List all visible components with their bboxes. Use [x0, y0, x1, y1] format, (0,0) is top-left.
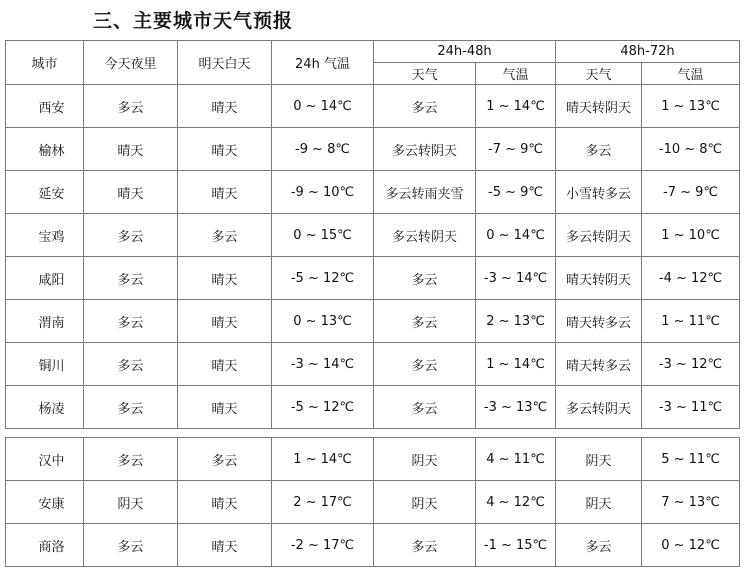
weather-72-cell: 小雪转多云 [556, 171, 642, 214]
city-cell: 宝鸡 [6, 214, 84, 257]
temp-48-cell: 1 ~ 14℃ [476, 343, 556, 386]
city-cell: 商洛 [6, 524, 84, 567]
weather-48-cell: 多云 [374, 524, 476, 567]
temp-72-cell: -7 ~ 9℃ [642, 171, 740, 214]
weather-48-cell: 多云 [374, 85, 476, 128]
tomorrow-cell: 晴天 [178, 128, 272, 171]
group-separator [6, 429, 740, 438]
temp-72-cell: 1 ~ 11℃ [642, 300, 740, 343]
temp-48-cell: -1 ~ 15℃ [476, 524, 556, 567]
header-city: 城市 [6, 41, 84, 85]
tomorrow-cell: 晴天 [178, 257, 272, 300]
tonight-cell: 多云 [84, 524, 178, 567]
header-temp-48: 气温 [476, 63, 556, 85]
tonight-cell: 多云 [84, 343, 178, 386]
temp-48-cell: -5 ~ 9℃ [476, 171, 556, 214]
temp-24h-cell: -2 ~ 17℃ [272, 524, 374, 567]
temp-72-cell: -10 ~ 8℃ [642, 128, 740, 171]
temp-48-cell: 1 ~ 14℃ [476, 85, 556, 128]
weather-72-cell: 多云 [556, 524, 642, 567]
temp-24h-cell: 2 ~ 17℃ [272, 481, 374, 524]
temp-72-cell: 1 ~ 13℃ [642, 85, 740, 128]
temp-24h-cell: -5 ~ 12℃ [272, 257, 374, 300]
weather-72-cell: 多云 [556, 128, 642, 171]
city-cell: 延安 [6, 171, 84, 214]
header-span-48-72: 48h-72h [556, 41, 740, 63]
header-weather-48: 天气 [374, 63, 476, 85]
city-cell: 汉中 [6, 438, 84, 481]
temp-72-cell: -3 ~ 12℃ [642, 343, 740, 386]
tonight-cell: 多云 [84, 300, 178, 343]
temp-24h-cell: 1 ~ 14℃ [272, 438, 374, 481]
weather-48-cell: 多云 [374, 386, 476, 429]
tonight-cell: 晴天 [84, 128, 178, 171]
temp-24h-cell: 0 ~ 13℃ [272, 300, 374, 343]
city-cell: 杨凌 [6, 386, 84, 429]
weather-48-cell: 多云 [374, 343, 476, 386]
weather-72-cell: 多云转阴天 [556, 386, 642, 429]
city-cell: 西安 [6, 85, 84, 128]
weather-72-cell: 晴天转阴天 [556, 257, 642, 300]
tomorrow-cell: 晴天 [178, 171, 272, 214]
city-cell: 铜川 [6, 343, 84, 386]
temp-48-cell: -3 ~ 13℃ [476, 386, 556, 429]
tomorrow-cell: 晴天 [178, 386, 272, 429]
table-row [6, 481, 740, 524]
temp-48-cell: -3 ~ 14℃ [476, 257, 556, 300]
tonight-cell: 多云 [84, 257, 178, 300]
city-cell: 榆林 [6, 128, 84, 171]
separator-cell [6, 429, 740, 438]
page-title: 三、主要城市天气预报 [93, 10, 294, 32]
temp-24h-cell: -9 ~ 8℃ [272, 128, 374, 171]
header-temp-24h: 24h 气温 [272, 41, 374, 85]
temp-72-cell: 1 ~ 10℃ [642, 214, 740, 257]
table-row [6, 300, 740, 343]
table-row [6, 257, 740, 300]
city-cell: 渭南 [6, 300, 84, 343]
tonight-cell: 多云 [84, 85, 178, 128]
temp-24h-cell: 0 ~ 14℃ [272, 85, 374, 128]
tomorrow-cell: 晴天 [178, 343, 272, 386]
temp-24h-cell: -5 ~ 12℃ [272, 386, 374, 429]
temp-24h-cell: -9 ~ 10℃ [272, 171, 374, 214]
table-row [6, 171, 740, 214]
tomorrow-cell: 晴天 [178, 85, 272, 128]
tonight-cell: 阴天 [84, 481, 178, 524]
table-row [6, 386, 740, 429]
weather-72-cell: 晴天转阴天 [556, 85, 642, 128]
tomorrow-cell: 晴天 [178, 524, 272, 567]
temp-72-cell: 0 ~ 12℃ [642, 524, 740, 567]
header-temp-72: 气温 [642, 63, 740, 85]
temp-48-cell: 4 ~ 12℃ [476, 481, 556, 524]
weather-48-cell: 多云转雨夹雪 [374, 171, 476, 214]
temp-24h-cell: -3 ~ 14℃ [272, 343, 374, 386]
tomorrow-cell: 多云 [178, 214, 272, 257]
weather-48-cell: 多云转阴天 [374, 214, 476, 257]
table-row [6, 438, 740, 481]
weather-48-cell: 多云 [374, 300, 476, 343]
table-row [6, 524, 740, 567]
weather-72-cell: 多云转阴天 [556, 214, 642, 257]
tomorrow-cell: 晴天 [178, 481, 272, 524]
weather-72-cell: 晴天转多云 [556, 300, 642, 343]
weather-48-cell: 多云转阴天 [374, 128, 476, 171]
weather-48-cell: 阴天 [374, 438, 476, 481]
temp-72-cell: 7 ~ 13℃ [642, 481, 740, 524]
table-row [6, 214, 740, 257]
header-span-24-48: 24h-48h [374, 41, 556, 63]
forecast-table [5, 40, 740, 567]
temp-48-cell: 0 ~ 14℃ [476, 214, 556, 257]
tonight-cell: 多云 [84, 386, 178, 429]
weather-72-cell: 晴天转多云 [556, 343, 642, 386]
tomorrow-cell: 晴天 [178, 300, 272, 343]
temp-48-cell: 2 ~ 13℃ [476, 300, 556, 343]
tonight-cell: 多云 [84, 438, 178, 481]
tonight-cell: 晴天 [84, 171, 178, 214]
header-row-top [6, 41, 740, 63]
temp-48-cell: 4 ~ 11℃ [476, 438, 556, 481]
city-cell: 咸阳 [6, 257, 84, 300]
weather-72-cell: 阴天 [556, 438, 642, 481]
weather-72-cell: 阴天 [556, 481, 642, 524]
tomorrow-cell: 多云 [178, 438, 272, 481]
header-tomorrow-day: 明天白天 [178, 41, 272, 85]
table-row [6, 128, 740, 171]
header-tonight: 今天夜里 [84, 41, 178, 85]
tonight-cell: 多云 [84, 214, 178, 257]
temp-72-cell: 5 ~ 11℃ [642, 438, 740, 481]
weather-48-cell: 多云 [374, 257, 476, 300]
temp-72-cell: -4 ~ 12℃ [642, 257, 740, 300]
temp-72-cell: -3 ~ 11℃ [642, 386, 740, 429]
table-row [6, 343, 740, 386]
header-weather-72: 天气 [556, 63, 642, 85]
city-cell: 安康 [6, 481, 84, 524]
temp-48-cell: -7 ~ 9℃ [476, 128, 556, 171]
temp-24h-cell: 0 ~ 15℃ [272, 214, 374, 257]
weather-48-cell: 阴天 [374, 481, 476, 524]
table-row [6, 85, 740, 128]
